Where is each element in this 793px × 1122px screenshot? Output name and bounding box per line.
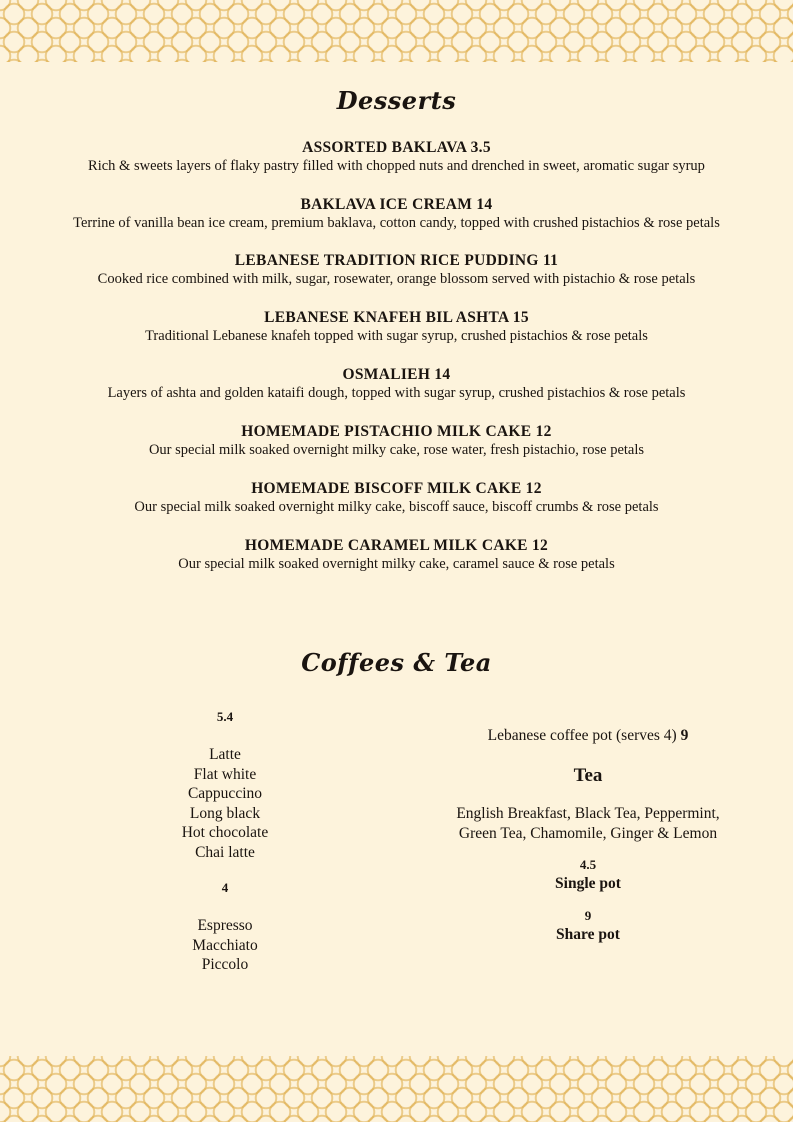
menu-item <box>60 422 733 460</box>
drink-item: Piccolo <box>201 956 249 973</box>
item-description: Our special milk soaked overnight milky cake, rose water, fresh pistachio, rose petals <box>148 442 645 458</box>
item-description: Terrine of vanilla bean ice cream, premium baklava, cotton candy, topped with crushed pistachios & rose petals <box>73 215 720 231</box>
desserts-title: Desserts <box>336 86 457 115</box>
menu-item <box>60 308 733 346</box>
item-description: Traditional Lebanese knafeh topped with sugar syrup, crushed pistachios & rose petals <box>145 328 648 344</box>
item-name: BAKLAVA ICE CREAM 14 <box>300 196 493 213</box>
single-pot-price: 4.5 <box>579 857 597 872</box>
menu-item <box>60 536 733 574</box>
item-description: Our special milk soaked overnight milky cake, caramel sauce & rose petals <box>178 556 615 572</box>
menu-item <box>60 479 733 517</box>
item-description: Cooked rice combined with milk, sugar, rosewater, orange blossom served with pistachio & rose petals <box>97 271 696 287</box>
drink-item: Flat white <box>193 765 257 783</box>
single-pot-label: Single pot <box>555 875 621 892</box>
drink-item: Latte <box>209 746 241 763</box>
item-description: Layers of ashta and golden kataifi dough, topped with sugar syrup, crushed pistachios & rose petals <box>107 385 686 401</box>
menu-item <box>60 251 733 289</box>
dessert-list <box>60 138 733 574</box>
item-description: Rich & sweets layers of flaky pastry filled with chopped nuts and drenched in sweet, aromatic sugar syrup <box>88 158 705 174</box>
drink-item: Macchiato <box>192 936 258 954</box>
coffees-tea-title: Coffees & Tea <box>301 648 492 677</box>
menu-item <box>60 365 733 403</box>
lebanese-pot-price: 9 <box>680 727 689 744</box>
tea-column <box>420 726 756 945</box>
tea-varieties: Green Tea, Chamomile, Ginger & Lemon <box>458 825 718 842</box>
drink-item: Espresso <box>197 917 253 934</box>
item-name: LEBANESE KNAFEH BIL ASHTA 15 <box>264 309 529 326</box>
menu-item <box>60 138 733 176</box>
item-name: LEBANESE TRADITION RICE PUDDING 11 <box>234 252 559 269</box>
share-pot-price: 9 <box>584 908 592 923</box>
bottom-decorative-border <box>0 1056 793 1122</box>
coffee-column <box>140 708 310 975</box>
lebanese-pot-label: Lebanese coffee pot (serves 4) <box>487 727 677 744</box>
share-pot-label: Share pot <box>556 926 620 943</box>
item-description: Our special milk soaked overnight milky cake, biscoff sauce, biscoff crumbs & rose petals <box>134 499 659 515</box>
item-name: ASSORTED BAKLAVA 3.5 <box>302 139 491 156</box>
tea-varieties: English Breakfast, Black Tea, Peppermint, <box>456 805 720 822</box>
group-price: 5.4 <box>216 709 234 724</box>
drink-item: Hot chocolate <box>181 824 269 841</box>
item-name: HOMEMADE PISTACHIO MILK CAKE 12 <box>241 423 552 440</box>
drink-item: Long black <box>189 804 261 822</box>
top-decorative-border <box>0 0 793 62</box>
item-name: HOMEMADE BISCOFF MILK CAKE 12 <box>251 480 542 497</box>
drink-item: Chai latte <box>195 843 255 861</box>
item-name: HOMEMADE CARAMEL MILK CAKE 12 <box>244 537 549 554</box>
group-price: 4 <box>221 880 229 895</box>
tea-heading: Tea <box>573 765 603 786</box>
menu-item <box>60 195 733 233</box>
item-name: OSMALIEH 14 <box>342 366 451 383</box>
drink-item: Cappuccino <box>187 785 263 802</box>
lebanese-coffee-pot <box>420 726 756 746</box>
